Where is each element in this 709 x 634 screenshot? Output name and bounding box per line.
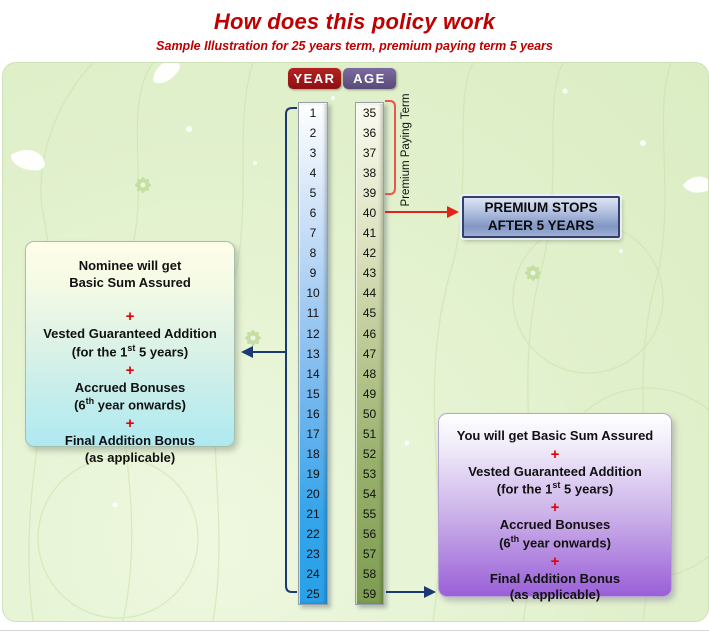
age-cell: 48	[362, 366, 377, 381]
year-cell: 8	[309, 246, 317, 261]
year-cell: 15	[306, 386, 320, 401]
age-cell: 51	[362, 426, 377, 441]
premium-term-label: Premium Paying Term	[400, 93, 412, 207]
plus-sign: +	[550, 552, 560, 570]
maturity-item3-subtitle: (as applicable)	[509, 587, 601, 603]
maturity-item3-title: Final Addition Bonus	[489, 570, 621, 586]
year-cell: 3	[309, 146, 317, 161]
age-header-badge: AGE	[343, 68, 396, 89]
plus-sign: +	[550, 499, 560, 517]
year-cell: 10	[306, 286, 320, 301]
nominee-heading-line1: Nominee will get	[78, 258, 182, 273]
spacer	[26, 291, 234, 307]
year-cell: 23	[306, 547, 320, 562]
age-cell: 35	[362, 106, 377, 121]
year-cell: 13	[306, 346, 320, 361]
year-cell: 24	[306, 567, 320, 582]
plus-sign: +	[125, 415, 135, 433]
nominee-item2-title: Accrued Bonuses	[74, 379, 186, 395]
age-cell: 45	[362, 306, 377, 321]
year-cell: 11	[306, 306, 320, 321]
bottom-divider	[0, 630, 709, 631]
year-cell: 1	[309, 106, 317, 121]
nominee-item3-title: Final Addition Bonus	[64, 433, 196, 449]
year-cell: 20	[306, 486, 320, 501]
maturity-benefits-box	[438, 413, 672, 603]
page-subtitle: Sample Illustration for 25 years term, premium paying term 5 years	[156, 39, 553, 53]
year-cell: 18	[306, 446, 320, 461]
year-cell: 2	[309, 126, 317, 141]
age-cell: 58	[362, 567, 377, 582]
year-cell: 9	[309, 266, 317, 281]
nominee-heading-line2: Basic Sum Assured	[69, 274, 191, 290]
age-column	[355, 102, 384, 605]
year-cell: 12	[306, 326, 320, 341]
plus-sign: +	[550, 445, 560, 463]
maturity-item1-title: Vested Guaranteed Addition	[468, 463, 642, 479]
premium-stops-box	[462, 196, 620, 238]
nominee-item1-title: Vested Guaranteed Addition	[43, 326, 217, 342]
maturity-heading: You will get Basic Sum Assured	[456, 428, 654, 443]
premium-stops-line2: AFTER 5 YEARS	[487, 218, 595, 233]
maturity-item2-title: Accrued Bonuses	[499, 517, 611, 533]
age-cell: 54	[362, 486, 377, 501]
nominee-item2-subtitle: (6th year onwards)	[74, 396, 186, 413]
premium-stops-line1: PREMIUM STOPS	[484, 200, 598, 216]
age-cell: 47	[362, 346, 377, 361]
age-cell: 49	[362, 386, 377, 401]
age-cell: 46	[362, 326, 377, 341]
age-cell: 44	[362, 286, 377, 301]
year-cell: 19	[306, 466, 320, 481]
year-cell: 17	[306, 426, 320, 441]
year-column	[298, 102, 328, 605]
year-cell: 25	[306, 587, 320, 602]
page-title: How does this policy work	[213, 9, 496, 34]
age-cell: 42	[362, 246, 377, 261]
age-cell: 52	[362, 446, 377, 461]
age-cell: 53	[362, 466, 377, 481]
age-cell: 36	[362, 126, 377, 141]
age-cell: 56	[362, 527, 377, 541]
age-cell: 59	[362, 587, 377, 602]
plus-sign: +	[125, 361, 135, 379]
age-cell: 57	[362, 547, 377, 562]
age-cell: 55	[362, 506, 377, 521]
plus-sign: +	[125, 308, 135, 326]
age-cell: 39	[362, 186, 377, 201]
nominee-benefits-box	[25, 241, 235, 466]
maturity-item1-subtitle: (for the 1st 5 years)	[496, 480, 614, 497]
nominee-item3-subtitle: (as applicable)	[84, 450, 176, 466]
age-cell: 38	[362, 166, 377, 181]
year-cell: 5	[309, 186, 317, 201]
year-cell: 6	[309, 206, 317, 221]
year-cell: 14	[306, 366, 320, 381]
nominee-item1-subtitle: (for the 1st 5 years)	[71, 342, 189, 360]
year-cell: 4	[309, 166, 317, 181]
age-cell: 43	[362, 266, 377, 281]
year-cell: 21	[306, 506, 320, 521]
age-cell: 37	[362, 146, 377, 161]
year-cell: 7	[309, 226, 317, 241]
age-cell: 40	[362, 206, 377, 221]
age-cell: 41	[362, 226, 377, 241]
year-header-badge: YEAR	[288, 68, 341, 89]
year-cell: 22	[306, 527, 320, 541]
maturity-item2-subtitle: (6th year onwards)	[499, 533, 611, 551]
year-cell: 16	[306, 406, 320, 421]
age-cell: 50	[362, 406, 377, 421]
